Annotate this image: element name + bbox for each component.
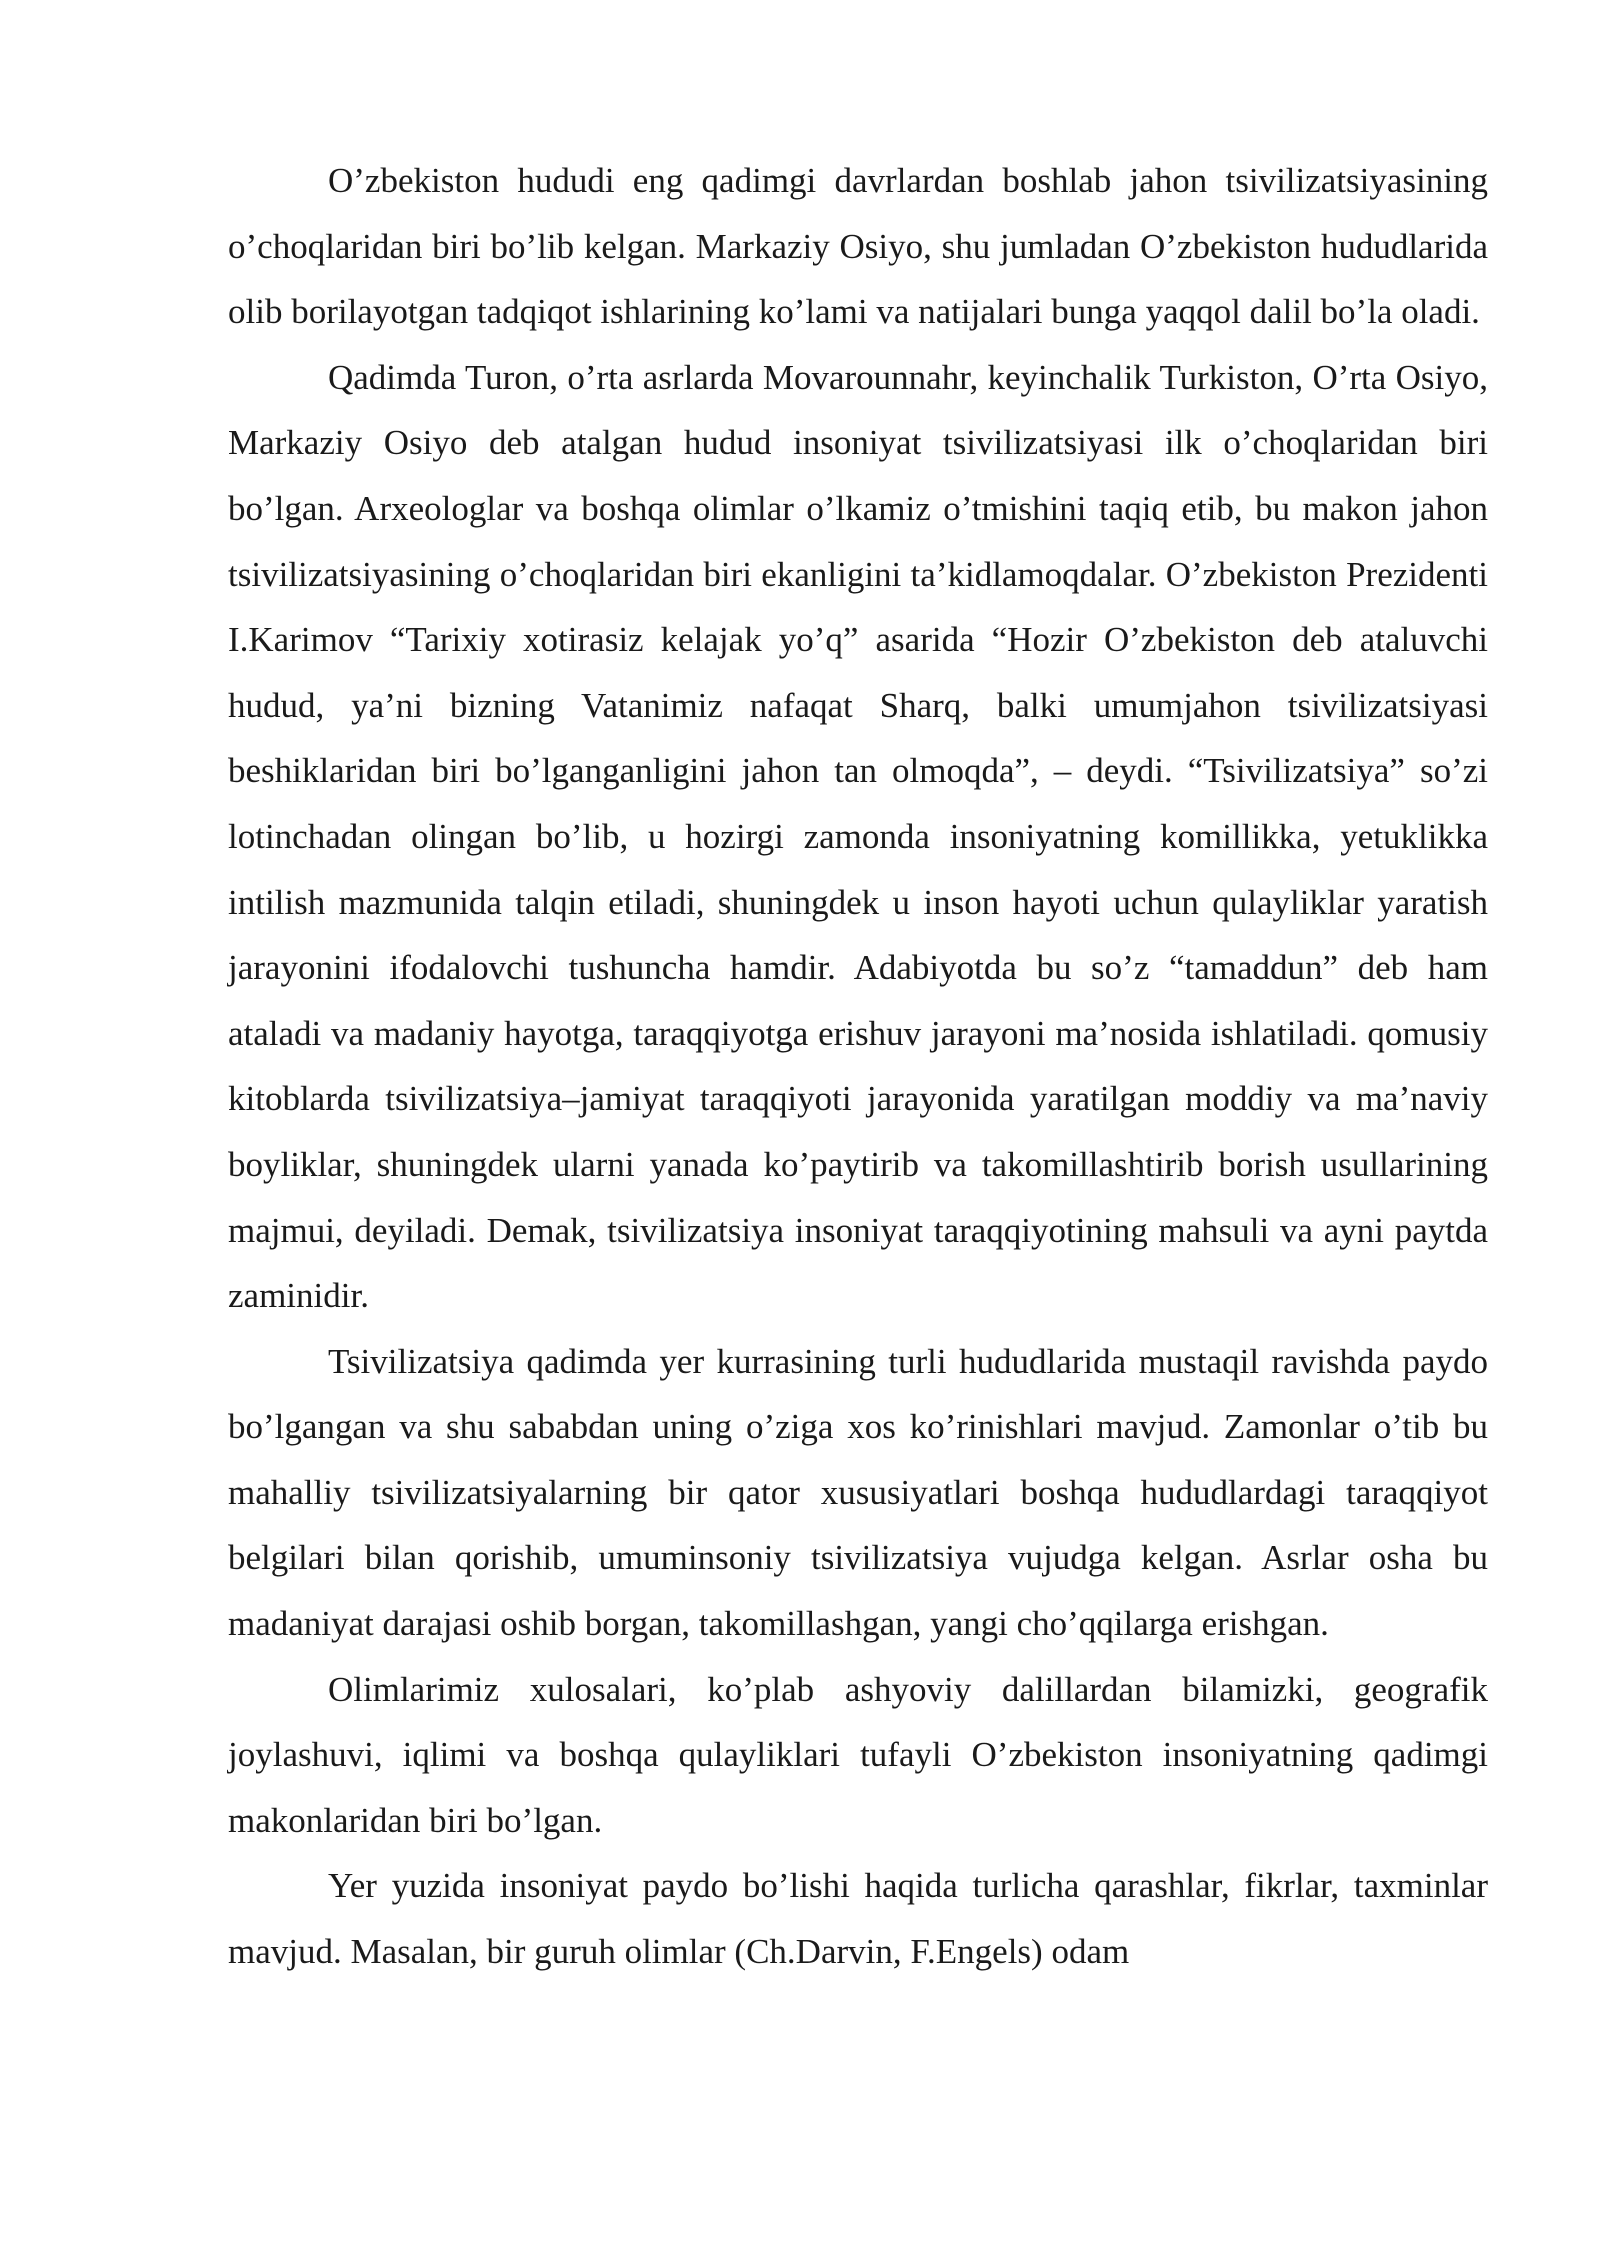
document-page <box>228 148 1488 1985</box>
paragraph-4: Olimlarimiz xulosalari, ko’plab ashyoviy dalillardan bilamizki, geografik joylashuvi, iqlimi va boshqa qulayliklari tufayli O’zbekiston insoniyatning qadimgi makonlaridan biri bo’lgan. <box>228 1669 1488 1840</box>
paragraph-5: Yer yuzida insoniyat paydo bo’lishi haqida turlicha qarashlar, fikrlar, taxminlar mavjud. Masalan, bir guruh olimlar (Ch.Darvin, F.Engels) odam <box>228 1866 1488 1972</box>
paragraph-3: Tsivilizatsiya qadimda yer kurrasining turli hududlarida mustaqil ravishda paydo bo’lgangan va shu sababdan uning o’ziga xos ko’rinishlari mavjud. Zamonlar o’tib bu mahalliy tsivilizatsiyalarning bir qator xususiyatlari boshqa hududlardagi taraqqiyot belgilari bilan qorishib, umuminsoniy tsivilizatsiya vujudga kelgan. Asrlar osha bu madaniyat darajasi oshib borgan, takomillashgan, yangi cho’qqilarga erishgan. <box>228 1341 1488 1644</box>
paragraph-1: O’zbekiston hududi eng qadimgi davrlardan boshlab jahon tsivilizatsiyasining o’choqlaridan biri bo’lib kelgan. Markaziy Osiyo, shu jumladan O’zbekiston hududlarida olib borilayotgan tadqiqot ishlarining ko’lami va natijalari bunga yaqqol dalil bo’la oladi. <box>228 161 1488 332</box>
paragraph-2: Qadimda Turon, o’rta asrlarda Movarounnahr, keyinchalik Turkiston, O’rta Osiyo, Markaziy Osiyo deb atalgan hudud insoniyat tsivilizatsiyasi ilk o’choqlaridan biri bo’lgan. Arxeologlar va boshqa olimlar o’lkamiz o’tmishini taqiq etib, bu makon jahon tsivilizatsiyasining o’choqlaridan biri ekanligini ta’kidlamoqdalar. O’zbekiston Prezidenti I.Karimov “Tarixiy xotirasiz kelajak yo’q” asarida “Hozir O’zbekiston deb ataluvchi hudud, ya’ni bizning Vatanimiz nafaqat Sharq, balki umumjahon tsivilizatsiyasi beshiklaridan biri bo’lganganligini jahon tan olmoqda”, – deydi. “Tsivilizatsiya” so’zi lotinchadan olingan bo’lib, u hozirgi zamonda insoniyatning komillikka, yetuklikka intilish mazmunida talqin etiladi, shuningdek u inson hayoti uchun qulayliklar yaratish jarayonini ifodalovchi tushuncha hamdir. Adabiyotda bu so’z “tamaddun” deb ham ataladi va madaniy hayotga, taraqqiyotga erishuv jarayoni ma’nosida ishlatiladi. qomusiy kitoblarda tsivilizatsiya–jamiyat taraqqiyoti jarayonida yaratilgan moddiy va ma’naviy boyliklar, shuningdek ularni yanada ko’paytirib va takomillashtirib borish usullarining majmui, deyiladi. Demak, tsivilizatsiya insoniyat taraqqiyotining mahsuli va ayni paytda zaminidir. <box>228 357 1488 1316</box>
